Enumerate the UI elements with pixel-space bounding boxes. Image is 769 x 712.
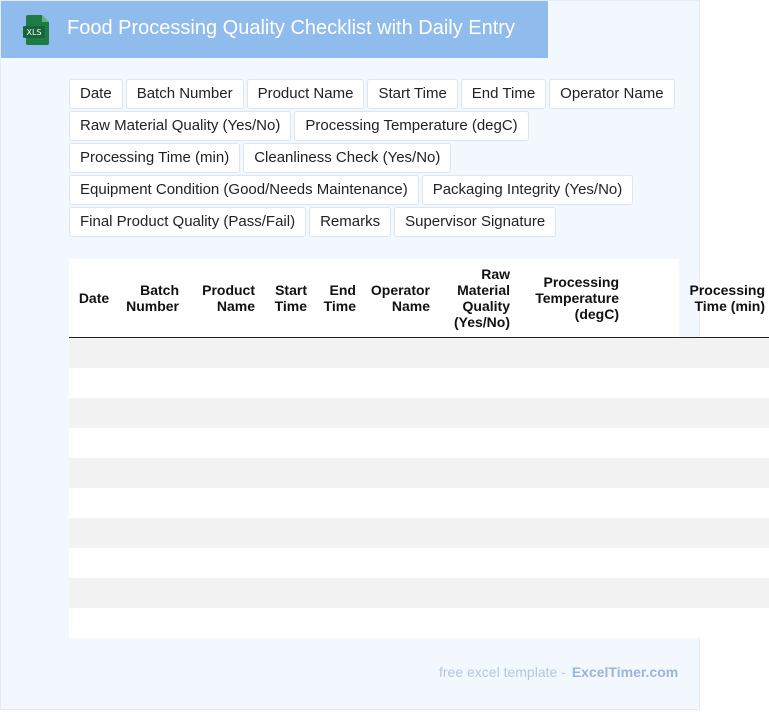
field-chip[interactable]: Processing Time (min): [69, 143, 240, 173]
table-cell[interactable]: [119, 608, 183, 638]
column-header: [69, 259, 119, 338]
table-row: [69, 488, 769, 518]
table-cell[interactable]: [623, 458, 769, 488]
table-cell[interactable]: [311, 548, 360, 578]
field-chip[interactable]: Supervisor Signature: [394, 207, 556, 237]
table-row: [69, 578, 769, 608]
field-chip-list: [69, 79, 679, 239]
table-cell[interactable]: [360, 398, 434, 428]
chip-row: [69, 143, 679, 173]
table-cell[interactable]: [183, 338, 259, 369]
table-header-row: [69, 259, 769, 338]
column-header: [311, 259, 360, 338]
field-chip[interactable]: Packaging Integrity (Yes/No): [422, 175, 634, 205]
table-cell[interactable]: [360, 518, 434, 548]
table-cell[interactable]: [360, 368, 434, 398]
field-chip[interactable]: Final Product Quality (Pass/Fail): [69, 207, 306, 237]
table-cell[interactable]: [434, 458, 514, 488]
table-cell[interactable]: [183, 548, 259, 578]
table-cell[interactable]: [259, 578, 311, 608]
table-cell[interactable]: [434, 338, 514, 369]
table-cell[interactable]: [623, 398, 769, 428]
column-header-line: Time (min): [694, 298, 765, 314]
table-cell[interactable]: [259, 398, 311, 428]
table-cell[interactable]: [183, 608, 259, 638]
table-cell[interactable]: [514, 518, 623, 548]
table-cell[interactable]: [119, 428, 183, 458]
table-cell[interactable]: [311, 518, 360, 548]
table-cell[interactable]: [434, 548, 514, 578]
column-header-line: Processing: [543, 274, 619, 290]
field-chip[interactable]: Start Time: [367, 79, 457, 109]
table-cell[interactable]: [259, 608, 311, 638]
column-header-line: Start: [275, 282, 307, 298]
column-header-line: Quality: [462, 298, 510, 314]
table-cell[interactable]: [434, 398, 514, 428]
table-cell[interactable]: [259, 368, 311, 398]
column-header: [514, 259, 623, 338]
table-cell[interactable]: [259, 338, 311, 369]
table-cell[interactable]: [360, 428, 434, 458]
column-header-line: (degC): [574, 306, 619, 322]
table-cell[interactable]: [69, 458, 119, 488]
table-cell[interactable]: [623, 338, 769, 369]
table-cell[interactable]: [360, 548, 434, 578]
column-header-line: Processing: [689, 282, 765, 298]
table-cell[interactable]: [183, 428, 259, 458]
field-chip[interactable]: Product Name: [247, 79, 365, 109]
table-cell[interactable]: [183, 368, 259, 398]
table-cell[interactable]: [183, 518, 259, 548]
table-row: [69, 518, 769, 548]
table-row: [69, 398, 769, 428]
table-cell[interactable]: [434, 368, 514, 398]
table-cell[interactable]: [434, 488, 514, 518]
column-header-line: Operator: [370, 282, 430, 298]
table-cell[interactable]: [360, 488, 434, 518]
table-cell[interactable]: [311, 368, 360, 398]
table-cell[interactable]: [119, 368, 183, 398]
table-cell[interactable]: [183, 488, 259, 518]
table-cell[interactable]: [514, 428, 623, 458]
table-cell[interactable]: [311, 458, 360, 488]
column-header-line: (Yes/No): [453, 314, 510, 330]
column-header-line: Product: [202, 282, 255, 298]
column-header: [360, 259, 434, 338]
table-cell[interactable]: [311, 488, 360, 518]
table-row: [69, 368, 769, 398]
chip-row: [69, 175, 679, 205]
checklist-table: [69, 259, 769, 638]
table-cell[interactable]: [311, 338, 360, 369]
field-chip[interactable]: Processing Temperature (degC): [294, 111, 528, 141]
table-cell[interactable]: [623, 608, 769, 638]
table-cell[interactable]: [514, 338, 623, 369]
table-row: [69, 608, 769, 638]
table-cell[interactable]: [360, 338, 434, 369]
table-cell[interactable]: [434, 578, 514, 608]
field-chip[interactable]: Cleanliness Check (Yes/No): [243, 143, 451, 173]
table-cell[interactable]: [69, 368, 119, 398]
chip-row: [69, 207, 679, 237]
column-header-line: Raw: [481, 266, 510, 282]
table-cell[interactable]: [311, 398, 360, 428]
footer-prefix: free excel template -: [439, 664, 566, 680]
table-body: [69, 338, 769, 639]
table-cell[interactable]: [311, 428, 360, 458]
table-cell[interactable]: [69, 398, 119, 428]
table-row: [69, 458, 769, 488]
table-cell[interactable]: [259, 548, 311, 578]
table-cell[interactable]: [69, 428, 119, 458]
table-cell[interactable]: [514, 368, 623, 398]
table-cell[interactable]: [623, 368, 769, 398]
table-cell[interactable]: [514, 458, 623, 488]
column-header-line: Date: [78, 290, 110, 306]
table-cell[interactable]: [360, 578, 434, 608]
chip-row: [69, 79, 679, 109]
column-header: [434, 259, 514, 338]
table-cell[interactable]: [183, 398, 259, 428]
table-cell[interactable]: [69, 338, 119, 369]
column-header-line: End: [329, 282, 356, 298]
field-chip[interactable]: Date: [69, 79, 123, 109]
table-cell[interactable]: [119, 548, 183, 578]
table-cell[interactable]: [119, 488, 183, 518]
field-chip[interactable]: Remarks: [309, 207, 391, 237]
table-cell[interactable]: [119, 518, 183, 548]
column-header-line: Number: [126, 298, 179, 314]
table-cell[interactable]: [434, 518, 514, 548]
column-header-line: Time: [274, 298, 307, 314]
table-cell[interactable]: [69, 488, 119, 518]
field-chip[interactable]: Batch Number: [126, 79, 244, 109]
footer-credit: [439, 664, 678, 680]
table-cell[interactable]: [259, 458, 311, 488]
column-header: [623, 259, 769, 338]
column-header-line: Material: [457, 282, 510, 298]
table-cell[interactable]: [311, 608, 360, 638]
table-cell[interactable]: [69, 578, 119, 608]
table-cell[interactable]: [69, 518, 119, 548]
table-cell[interactable]: [623, 428, 769, 458]
table-cell[interactable]: [360, 458, 434, 488]
column-header-line: Time: [323, 298, 356, 314]
table-cell[interactable]: [514, 578, 623, 608]
table-cell[interactable]: [514, 548, 623, 578]
table-cell[interactable]: [119, 458, 183, 488]
table-cell[interactable]: [514, 488, 623, 518]
field-chip[interactable]: Operator Name: [549, 79, 674, 109]
column-header: [119, 259, 183, 338]
table-cell[interactable]: [183, 458, 259, 488]
table-row: [69, 428, 769, 458]
table-cell[interactable]: [119, 578, 183, 608]
column-header-line: Name: [391, 298, 430, 314]
table-cell[interactable]: [623, 578, 769, 608]
table-row: [69, 338, 769, 369]
table-cell[interactable]: [259, 428, 311, 458]
table-cell[interactable]: [514, 608, 623, 638]
svg-text:XLS: XLS: [26, 28, 42, 37]
table-cell[interactable]: [623, 548, 769, 578]
field-chip[interactable]: Raw Material Quality (Yes/No): [69, 111, 291, 141]
table-cell[interactable]: [259, 518, 311, 548]
column-header-line: Batch: [140, 282, 179, 298]
table-cell[interactable]: [183, 578, 259, 608]
table-cell[interactable]: [623, 488, 769, 518]
column-header-line: Name: [216, 298, 255, 314]
table-cell[interactable]: [434, 428, 514, 458]
page-title: Food Processing Quality Checklist with Daily Entry: [67, 17, 515, 39]
header-banner: [1, 1, 548, 58]
table-cell[interactable]: [259, 488, 311, 518]
field-chip[interactable]: Equipment Condition (Good/Needs Maintenance): [69, 175, 419, 205]
table-cell[interactable]: [360, 608, 434, 638]
column-header-line: Temperature: [535, 290, 619, 306]
table-cell[interactable]: [434, 608, 514, 638]
xls-file-icon: [21, 14, 53, 46]
table-cell[interactable]: [623, 518, 769, 548]
table-cell[interactable]: [119, 338, 183, 369]
field-chip[interactable]: End Time: [461, 79, 546, 109]
table-row: [69, 548, 769, 578]
footer-brand-link[interactable]: ExcelTimer.com: [571, 664, 679, 680]
table-cell[interactable]: [69, 548, 119, 578]
table-cell[interactable]: [514, 398, 623, 428]
table-cell[interactable]: [69, 608, 119, 638]
table-cell[interactable]: [119, 398, 183, 428]
column-header: [183, 259, 259, 338]
table-cell[interactable]: [311, 578, 360, 608]
checklist-table-container: [69, 259, 765, 638]
chip-row: [69, 111, 679, 141]
column-header: [259, 259, 311, 338]
